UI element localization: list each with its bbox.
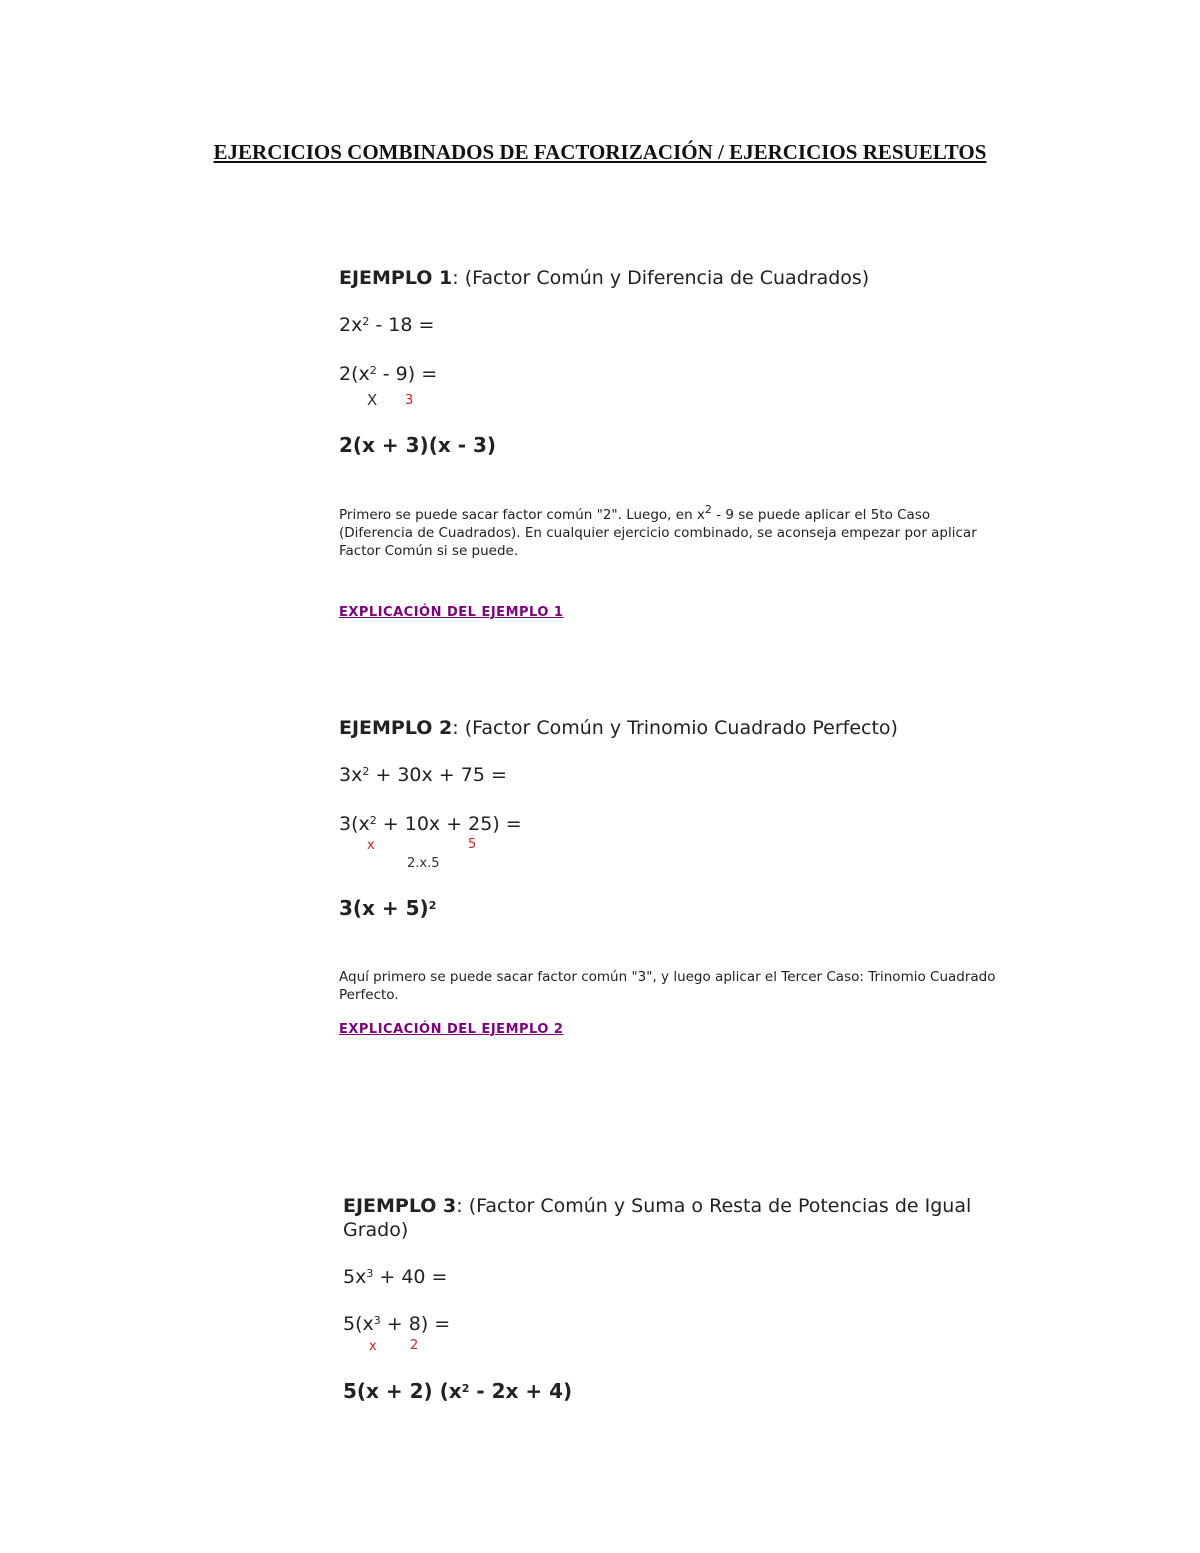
example-2-hint-5: 5 xyxy=(468,837,477,852)
example-1-explanation-link[interactable]: EXPLICACIÓN DEL EJEMPLO 1 xyxy=(339,605,564,620)
example-3-step-2: $5(x^3 + 8)$ = xyxy=(343,1313,451,1335)
example-2-heading xyxy=(339,716,898,740)
example-3-hint-2: 2 xyxy=(410,1338,419,1353)
example-3-hint-x: x xyxy=(369,1339,377,1354)
example-2-explanation: Aquí primero se puede sacar factor común "3", y luego aplicar el Tercer Caso: Trinomio Cuadrado Perfecto. xyxy=(339,969,996,1003)
example-1-heading xyxy=(339,266,869,290)
example-2-step-2: $3(x^2 + 10x + 25)$ = xyxy=(339,813,522,835)
example-1-subtitle: : (Factor Común y Diferencia de Cuadrados) xyxy=(452,267,870,289)
example-1-hint-x: X xyxy=(367,391,378,409)
example-2-subtitle: : (Factor Común y Trinomio Cuadrado Perfecto) xyxy=(452,717,898,739)
example-3-result: 5(x + 2) $(x^2 - 2x + 4)$ xyxy=(343,1379,573,1403)
example-3-subtitle: : (Factor Común y Suma o Resta de Potencias de Igual Grado) xyxy=(343,1195,972,1241)
page-title: EJERCICIOS COMBINADOS DE FACTORIZACIÓN / EJERCICIOS RESUELTOS xyxy=(213,140,987,164)
example-1-hint-3: 3 xyxy=(405,393,414,408)
example-3-step-1: $5x^3 + 40$ = xyxy=(343,1266,448,1288)
example-2-label: EJEMPLO 2 xyxy=(339,717,453,739)
example-1-step-1: $2x^2 - 18$ = xyxy=(339,314,435,336)
example-2-result: $3(x + 5)^2$ xyxy=(339,896,437,920)
example-1-step-2: $2(x^2 - 9)$ = xyxy=(339,363,438,385)
example-2-hint-middle-term: 2.x.5 xyxy=(407,856,440,871)
example-3-label: EJEMPLO 3 xyxy=(343,1195,457,1217)
example-2-hint-x: x xyxy=(367,838,375,853)
example-3-heading xyxy=(343,1194,1023,1242)
example-1-explanation: Primero se puede sacar factor común "2". Luego, en $x^2 - 9$ se puede aplicar el 5to Caso (Diferencia de Cuadrados). En cualquier ejercicio combinado, se aconseja empezar por aplicar Factor Común si se puede. xyxy=(339,503,977,559)
example-1-label: EJEMPLO 1 xyxy=(339,267,453,289)
example-2-step-1: $3x^2 + 30x + 75$ = xyxy=(339,764,507,786)
example-1-result: 2(x + 3)(x - 3) xyxy=(339,433,497,457)
example-2-explanation-link[interactable]: EXPLICACIÓN DEL EJEMPLO 2 xyxy=(339,1022,564,1037)
